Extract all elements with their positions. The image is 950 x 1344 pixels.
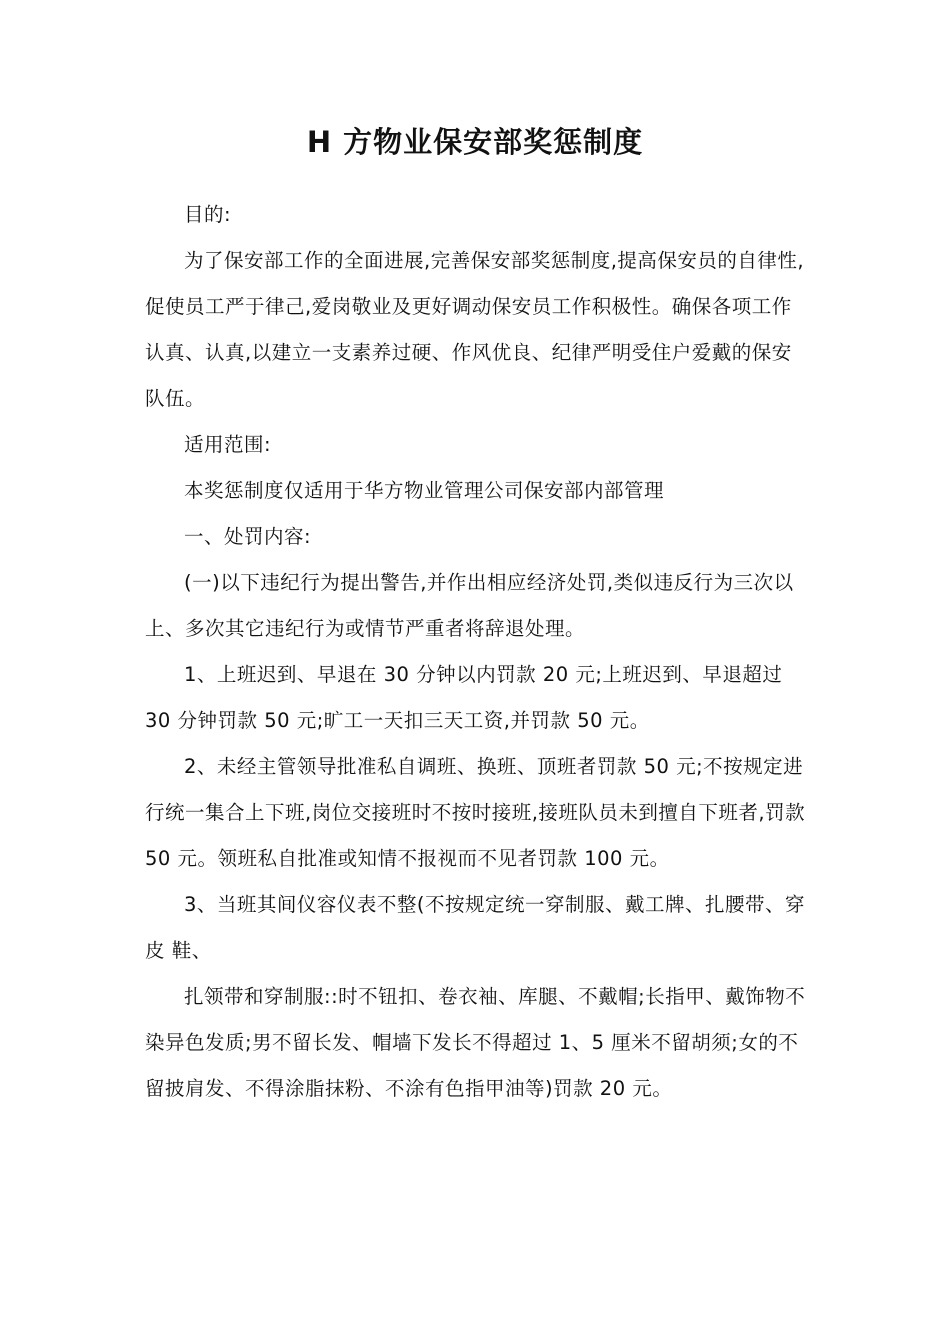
paragraph-section-one-heading: 一、处罚内容:: [184, 525, 312, 548]
paragraph-item-3-continued: 扎领带和穿制服::时不钮扣、卷衣袖、库腿、不戴帽;长指甲、戴饰物不染异色发质;男不留长发、帽墙下发长不得超过 1、5 厘米不留胡须;女的不留披肩发、不得涂脂抹粉、不涂有色指甲油等)罚款 20 元。: [145, 985, 806, 1100]
paragraph-subsection-one: (一)以下违纪行为提出警告,并作出相应经济处罚,类似违反行为三次以上、多次其它违纪行为或情节严重者将辞退处理。: [145, 571, 794, 640]
paragraph-purpose-heading: 目的:: [184, 203, 232, 226]
paragraph-scope-heading: 适用范围:: [184, 433, 272, 456]
paragraph-scope-text: 本奖惩制度仅适用于华方物业管理公司保安部内部管理: [184, 479, 665, 502]
paragraph-item-2: 2、未经主管领导批准私自调班、换班、顶班者罚款 50 元;不按规定进行统一集合上下班,岗位交接班时不按时接班,接班队员未到擅自下班者,罚款 50 元。领班私自批准或知情不报视而不见者罚款 100 元。: [145, 755, 806, 870]
paragraph-purpose-text: 为了保安部工作的全面进展,完善保安部奖惩制度,提高保安员的自律性,促使员工严于律己,爱岗敬业及更好调动保安员工作积极性。确保各项工作认真、认真,以建立一支素养过硬、作风优良、纪律严明受住户爱戴的保安队伍。: [145, 249, 805, 410]
document-body: [145, 192, 810, 1112]
document-title: H 方物业保安部奖惩制度: [306, 125, 644, 159]
paragraph-item-1: 1、上班迟到、早退在 30 分钟以内罚款 20 元;上班迟到、早退超过 30 分钟罚款 50 元;旷工一天扣三天工资,并罚款 50 元。: [145, 663, 783, 732]
paragraph-item-3: 3、当班其间仪容仪表不整(不按规定统一穿制服、戴工牌、扎腰带、穿皮 鞋、: [145, 893, 806, 962]
